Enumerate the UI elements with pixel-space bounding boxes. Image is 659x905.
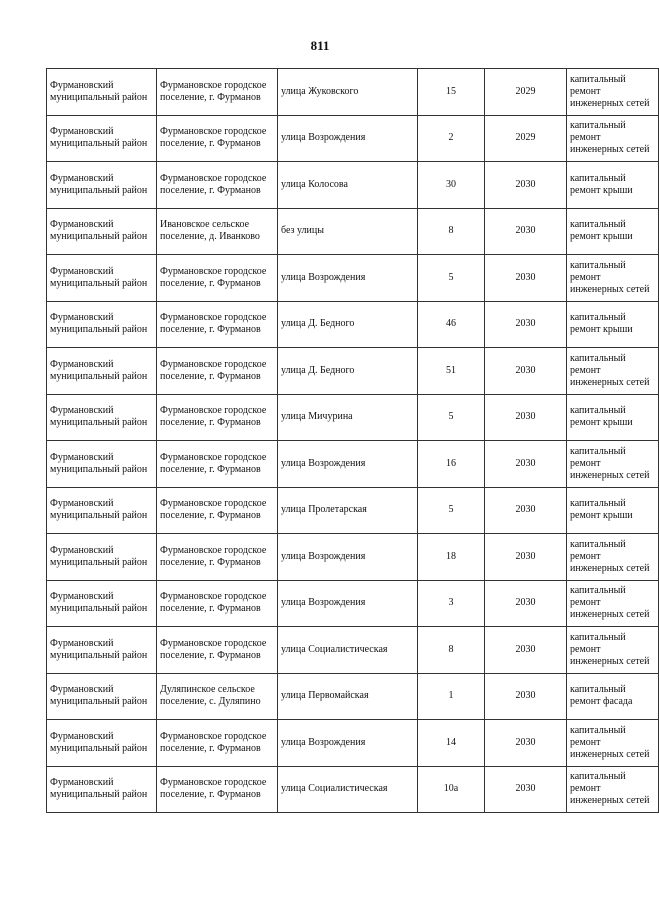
street-cell: улица Возрождения <box>278 720 418 767</box>
year-cell: 2030 <box>485 627 567 674</box>
house-number-cell: 3 <box>418 580 485 627</box>
house-number-cell: 16 <box>418 441 485 488</box>
settlement-cell: Фурмановское городское поселение, г. Фурманов <box>157 69 278 116</box>
year-cell: 2030 <box>485 348 567 395</box>
house-number-cell: 51 <box>418 348 485 395</box>
work-type-cell: капитальный ремонт инженерных сетей <box>567 255 659 302</box>
house-number-cell: 8 <box>418 627 485 674</box>
district-cell: Фурмановский муниципальный район <box>47 394 157 441</box>
street-cell: улица Возрождения <box>278 115 418 162</box>
table-row <box>47 301 659 348</box>
house-number-cell: 30 <box>418 162 485 209</box>
settlement-cell: Фурмановское городское поселение, г. Фурманов <box>157 115 278 162</box>
house-number-cell: 5 <box>418 487 485 534</box>
table-row <box>47 348 659 395</box>
year-cell: 2030 <box>485 162 567 209</box>
table-row <box>47 720 659 767</box>
table-body <box>47 69 659 813</box>
house-number-cell: 1 <box>418 673 485 720</box>
page-number: 811 <box>310 38 330 53</box>
district-cell: Фурмановский муниципальный район <box>47 673 157 720</box>
year-cell: 2030 <box>485 673 567 720</box>
work-type-cell: капитальный ремонт крыши <box>567 162 659 209</box>
settlement-cell: Фурмановское городское поселение, г. Фурманов <box>157 627 278 674</box>
work-type-cell: капитальный ремонт инженерных сетей <box>567 441 659 488</box>
table-row <box>47 208 659 255</box>
work-type-cell: капитальный ремонт крыши <box>567 394 659 441</box>
work-type-cell: капитальный ремонт инженерных сетей <box>567 69 659 116</box>
house-number-cell: 14 <box>418 720 485 767</box>
work-type-cell: капитальный ремонт инженерных сетей <box>567 766 659 813</box>
settlement-cell: Фурмановское городское поселение, г. Фурманов <box>157 394 278 441</box>
street-cell: улица Возрождения <box>278 534 418 581</box>
table-row <box>47 766 659 813</box>
year-cell: 2030 <box>485 720 567 767</box>
house-number-cell: 5 <box>418 394 485 441</box>
work-type-cell: капитальный ремонт крыши <box>567 487 659 534</box>
table-row <box>47 394 659 441</box>
street-cell: улица Социалистическая <box>278 766 418 813</box>
table-row <box>47 534 659 581</box>
street-cell: улица Возрождения <box>278 441 418 488</box>
year-cell: 2030 <box>485 534 567 581</box>
district-cell: Фурмановский муниципальный район <box>47 627 157 674</box>
table-row <box>47 69 659 116</box>
year-cell: 2030 <box>485 766 567 813</box>
year-cell: 2030 <box>485 255 567 302</box>
settlement-cell: Фурмановское городское поселение, г. Фурманов <box>157 162 278 209</box>
settlement-cell: Ивановское сельское поселение, д. Иванково <box>157 208 278 255</box>
settlement-cell: Фурмановское городское поселение, г. Фурманов <box>157 441 278 488</box>
house-number-cell: 15 <box>418 69 485 116</box>
street-cell: улица Жуковского <box>278 69 418 116</box>
house-number-cell: 5 <box>418 255 485 302</box>
district-cell: Фурмановский муниципальный район <box>47 301 157 348</box>
district-cell: Фурмановский муниципальный район <box>47 348 157 395</box>
settlement-cell: Фурмановское городское поселение, г. Фурманов <box>157 487 278 534</box>
street-cell: улица Социалистическая <box>278 627 418 674</box>
year-cell: 2029 <box>485 69 567 116</box>
street-cell: улица Пролетарская <box>278 487 418 534</box>
work-type-cell: капитальный ремонт инженерных сетей <box>567 534 659 581</box>
district-cell: Фурмановский муниципальный район <box>47 69 157 116</box>
district-cell: Фурмановский муниципальный район <box>47 255 157 302</box>
work-type-cell: капитальный ремонт инженерных сетей <box>567 348 659 395</box>
year-cell: 2030 <box>485 394 567 441</box>
settlement-cell: Фурмановское городское поселение, г. Фурманов <box>157 301 278 348</box>
street-cell: улица Возрождения <box>278 255 418 302</box>
table-row <box>47 441 659 488</box>
work-type-cell: капитальный ремонт инженерных сетей <box>567 720 659 767</box>
house-number-cell: 46 <box>418 301 485 348</box>
table-row <box>47 255 659 302</box>
work-type-cell: капитальный ремонт инженерных сетей <box>567 627 659 674</box>
housing-repair-table <box>46 68 659 813</box>
street-cell: без улицы <box>278 208 418 255</box>
settlement-cell: Фурмановское городское поселение, г. Фурманов <box>157 348 278 395</box>
district-cell: Фурмановский муниципальный район <box>47 162 157 209</box>
table-row <box>47 673 659 720</box>
year-cell: 2030 <box>485 301 567 348</box>
district-cell: Фурмановский муниципальный район <box>47 580 157 627</box>
settlement-cell: Фурмановское городское поселение, г. Фурманов <box>157 720 278 767</box>
district-cell: Фурмановский муниципальный район <box>47 441 157 488</box>
year-cell: 2030 <box>485 580 567 627</box>
street-cell: улица Возрождения <box>278 580 418 627</box>
district-cell: Фурмановский муниципальный район <box>47 115 157 162</box>
district-cell: Фурмановский муниципальный район <box>47 208 157 255</box>
year-cell: 2030 <box>485 487 567 534</box>
house-number-cell: 2 <box>418 115 485 162</box>
year-cell: 2030 <box>485 208 567 255</box>
work-type-cell: капитальный ремонт крыши <box>567 301 659 348</box>
work-type-cell: капитальный ремонт инженерных сетей <box>567 115 659 162</box>
district-cell: Фурмановский муниципальный район <box>47 487 157 534</box>
house-number-cell: 8 <box>418 208 485 255</box>
work-type-cell: капитальный ремонт крыши <box>567 208 659 255</box>
settlement-cell: Фурмановское городское поселение, г. Фурманов <box>157 766 278 813</box>
street-cell: улица Мичурина <box>278 394 418 441</box>
year-cell: 2030 <box>485 441 567 488</box>
district-cell: Фурмановский муниципальный район <box>47 766 157 813</box>
table-row <box>47 162 659 209</box>
house-number-cell: 10а <box>418 766 485 813</box>
settlement-cell: Фурмановское городское поселение, г. Фурманов <box>157 534 278 581</box>
work-type-cell: капитальный ремонт фасада <box>567 673 659 720</box>
year-cell: 2029 <box>485 115 567 162</box>
settlement-cell: Фурмановское городское поселение, г. Фурманов <box>157 580 278 627</box>
table-row <box>47 627 659 674</box>
table-row <box>47 115 659 162</box>
street-cell: улица Первомайская <box>278 673 418 720</box>
settlement-cell: Дуляпинское сельское поселение, с. Дуляпино <box>157 673 278 720</box>
district-cell: Фурмановский муниципальный район <box>47 720 157 767</box>
street-cell: улица Колосова <box>278 162 418 209</box>
house-number-cell: 18 <box>418 534 485 581</box>
settlement-cell: Фурмановское городское поселение, г. Фурманов <box>157 255 278 302</box>
table-row <box>47 487 659 534</box>
street-cell: улица Д. Бедного <box>278 301 418 348</box>
street-cell: улица Д. Бедного <box>278 348 418 395</box>
work-type-cell: капитальный ремонт инженерных сетей <box>567 580 659 627</box>
table-row <box>47 580 659 627</box>
district-cell: Фурмановский муниципальный район <box>47 534 157 581</box>
